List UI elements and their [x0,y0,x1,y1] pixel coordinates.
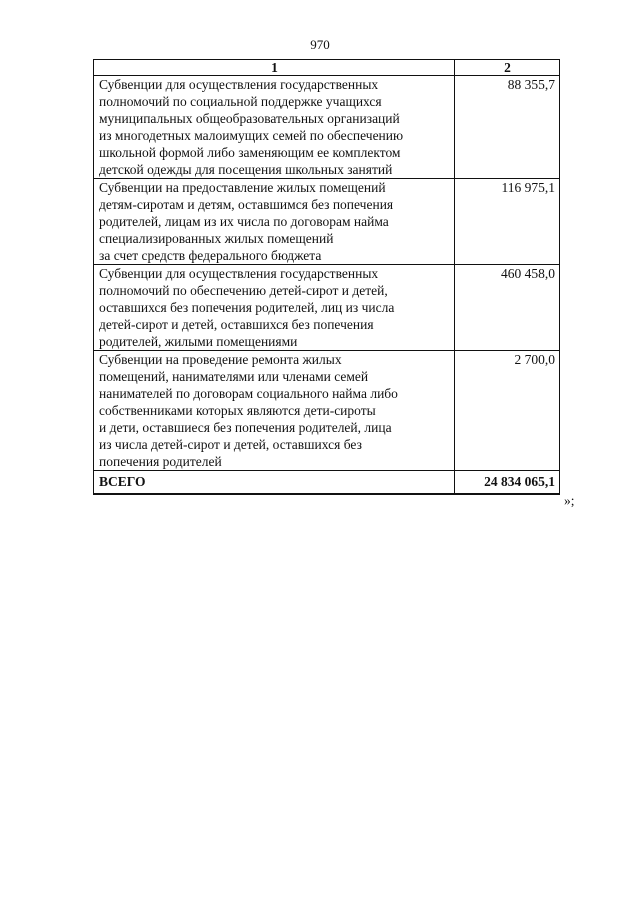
row-amount: 116 975,1 [455,179,560,265]
row-amount: 2 700,0 [455,351,560,471]
page-number: 970 [310,37,330,52]
row-description: Субвенции для осуществления государственных полномочий по обеспечению детей-сирот и детей, оставшихся без попечения родителей, лиц из числа детей-сирот и детей, оставшихся без попечения родителей, жилыми помещениями [94,265,455,351]
table-header-row [94,60,560,76]
table-row [94,76,560,179]
closing-quote-mark: »; [564,493,575,508]
subventions-table [93,59,560,495]
total-label: ВСЕГО [94,471,455,495]
total-row [94,471,560,495]
column-header-2: 2 [455,60,560,76]
table-row [94,179,560,265]
row-description: Субвенции для осуществления государственных полномочий по социальной поддержке учащихся муниципальных общеобразовательных организаций из многодетных малоимущих семей по обеспечению школьной формой либо заменяющим ее комплектом детской одежды для посещения школьных занятий [94,76,455,179]
column-header-1: 1 [94,60,455,76]
row-description: Субвенции на проведение ремонта жилых помещений, нанимателями или членами семей нанимателей по договорам социального найма либо собственниками которых являются дети-сироты и дети, оставшиеся без попечения родителей, лица из числа детей-сирот и детей, оставшихся без попечения родителей [94,351,455,471]
table-row [94,351,560,471]
total-amount: 24 834 065,1 [455,471,560,495]
row-amount: 88 355,7 [455,76,560,179]
row-amount: 460 458,0 [455,265,560,351]
row-description: Субвенции на предоставление жилых помещений детям-сиротам и детям, оставшимся без попечения родителей, лицам из их числа по договорам найма специализированных жилых помещений за счет средств федерального бюджета [94,179,455,265]
table-row [94,265,560,351]
